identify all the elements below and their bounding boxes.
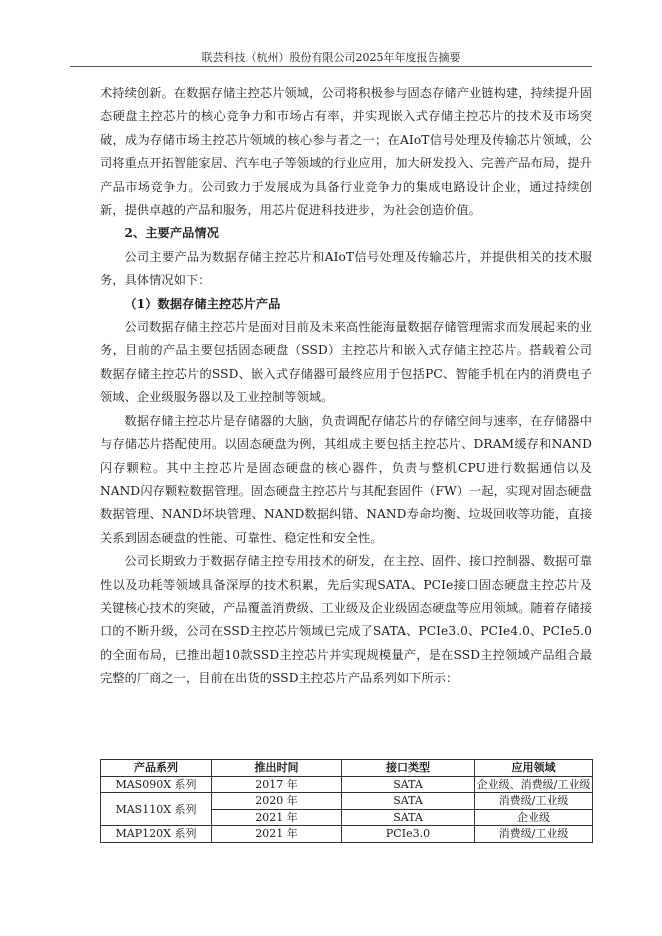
paragraph-products-intro: 公司主要产品为数据存储主控芯片和AIoT信号处理及传输芯片，并提供相关的技术服务，具体情况如下： [100,249,592,288]
column-header-interface: 接口类型 [342,760,475,777]
cell-series: MAP120X 系列 [101,826,212,843]
paragraph-rd-history: 公司长期致力于数据存储主控专用技术的研发，在主控、固件、接口控制器、数据可靠性以及功耗等领域具备深厚的技术积累，先后实现SATA、PCIe接口固态硬盘主控芯片及关键核心技术的突破，产品覆盖消费级、工业级及企业级固态硬盘等应用领域。随着存储接口的不断升级，公司在SSD主控芯片领域已完成了SATA、PCIe3.0、PCIe4.0、PCIe5.0的全面布局，已推出超10款SSD主控芯片并实现规模量产，是在SSD主控领域产品组合最完整的厂商之一，目前在出货的SSD主控芯片产品系列如下所示： [100,554,592,686]
cell-launch: 2020 年 [212,793,342,810]
paragraph-storage-controller-overview: 公司数据存储主控芯片是面对目前及未来高性能海量数据存储管理需求而发展起来的业务，目前的产品主要包括固态硬盘（SSD）主控芯片和嵌入式存储主控芯片。搭载着公司数据存储主控芯片的SSD、嵌入式存储器可最终应用于包括PC、智能手机在内的消费电子领域、企业级服务器以及工业控制等领域。 [100,320,592,405]
page-header-title: 联芸科技（杭州）股份有限公司2025年年度报告摘要 [201,51,461,64]
cell-series: MAS090X 系列 [101,776,212,793]
table-row [101,826,593,843]
table-row [101,776,593,793]
cell-interface: SATA [342,793,475,810]
cell-interface: SATA [342,809,475,826]
section-heading-main-products: 2、主要产品情况 [124,226,219,241]
cell-interface: PCIe3.0 [342,826,475,843]
table-header-row [101,760,593,777]
cell-interface: SATA [342,776,475,793]
header-divider [70,66,592,67]
paragraph-controller-role: 数据存储主控芯片是存储器的大脑，负责调配存储芯片的存储空间与速率，在存储器中与存储芯片搭配使用。以固态硬盘为例，其组成主要包括主控芯片、DRAM缓存和NAND闪存颗粒。其中主控芯片是固态硬盘的核心器件，负责与整机CPU进行数据通信以及NAND闪存颗粒数据管理。固态硬盘主控芯片与其配套固件（FW）一起，实现对固态硬盘数据管理、NAND坏块管理、NAND数据纠错、NAND寿命均衡、垃圾回收等功能，直接关系到固态硬盘的性能、可靠性、稳定性和安全性。 [100,413,592,545]
cell-launch: 2021 年 [212,826,342,843]
column-header-series: 产品系列 [101,760,212,777]
cell-application: 企业级 [475,809,593,826]
subsection-heading-storage-controller: （1）数据存储主控芯片产品 [124,296,281,311]
table-row [101,793,593,810]
column-header-launch: 推出时间 [212,760,342,777]
paragraph-continuation: 术持续创新。在数据存储主控芯片领域，公司将积极参与固态存储产业链构建，持续提升固态硬盘主控芯片的核心竞争力和市场占有率，并实现嵌入式存储主控芯片的技术及市场突破，成为存储市场主控芯片领域的核心参与者之一；在AIoT信号处理及传输芯片领域，公司将重点开拓智能家居、汽车电子等领域的行业应用，加大研发投入、完善产品布局，提升产品市场竞争力。公司致力于发展成为具备行业竞争力的集成电路设计企业，通过持续创新，提供卓越的产品和服务，用芯片促进科技进步，为社会创造价值。 [100,86,592,218]
document-body [100,82,592,691]
cell-launch: 2021 年 [212,809,342,826]
cell-series: MAS110X 系列 [101,793,212,826]
column-header-application: 应用领域 [475,760,593,777]
cell-launch: 2017 年 [212,776,342,793]
cell-application: 消费级/工业级 [475,793,593,810]
cell-application: 消费级/工业级 [475,826,593,843]
ssd-controller-product-table [100,759,593,843]
cell-application: 企业级、消费级/工业级 [475,776,593,793]
